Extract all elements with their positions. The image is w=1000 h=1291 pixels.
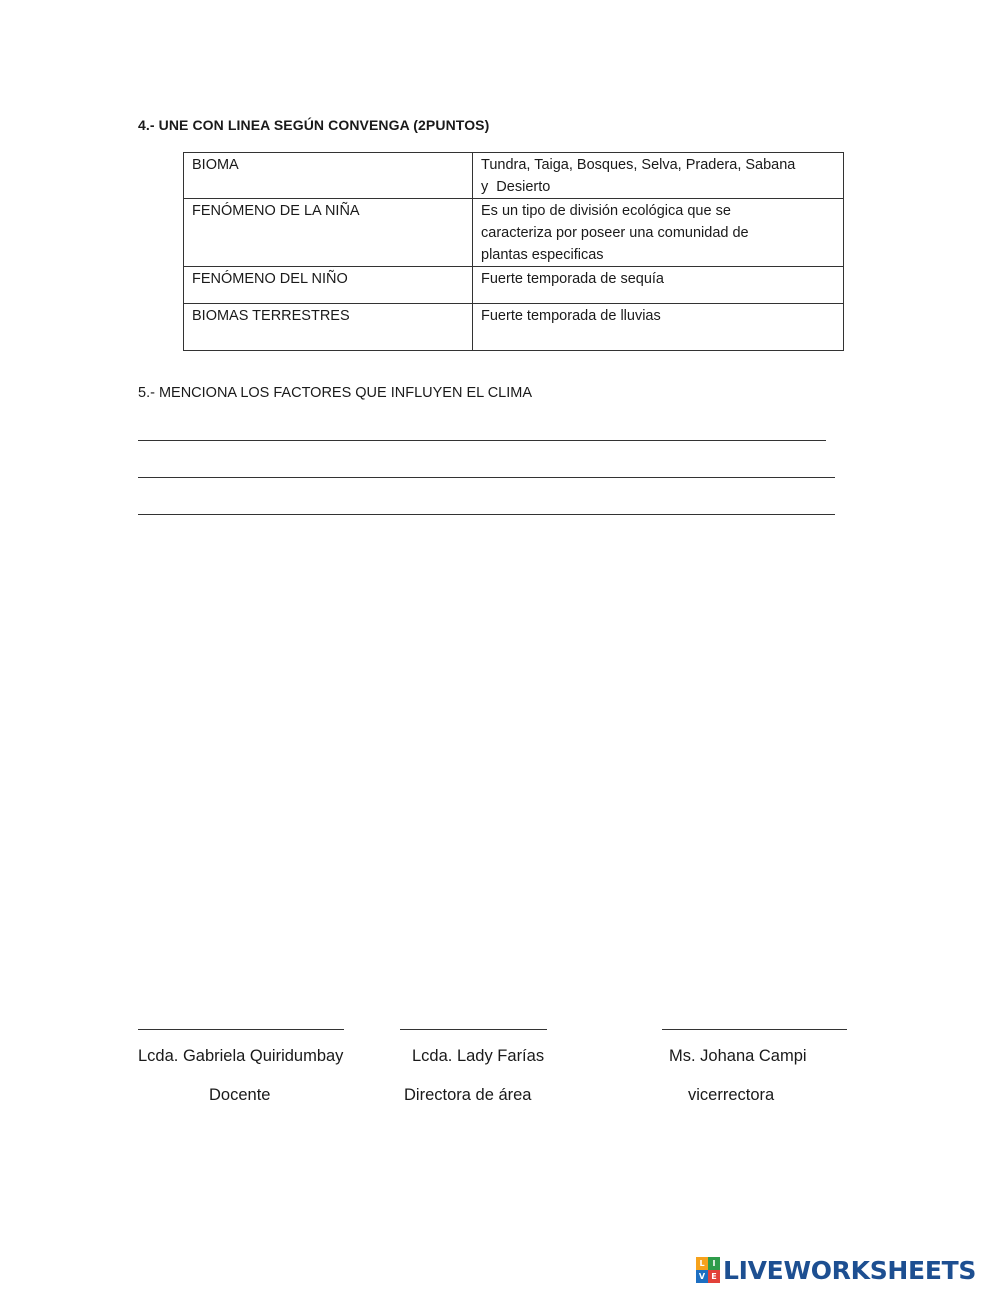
liveworksheets-logo (696, 1254, 976, 1286)
logo-text: LIVEWORKSHEETS (723, 1255, 977, 1285)
signature-line (400, 1029, 547, 1030)
logo-letter: E (708, 1270, 720, 1283)
table-row (184, 199, 844, 267)
signatory-role: vicerrectora (688, 1086, 775, 1104)
signature-line (662, 1029, 847, 1030)
question-5-title: 5.- MENCIONA LOS FACTORES QUE INFLUYEN EL CLIMA (138, 385, 533, 401)
liveworksheets-logo-icon (696, 1257, 720, 1283)
definition-line: Fuerte temporada de sequía (481, 271, 664, 287)
question-4-title: 4.- UNE CON LINEA SEGÚN CONVENGA (2PUNTOS) (138, 117, 490, 133)
definition-line: Es un tipo de división ecológica que se (481, 203, 731, 219)
definition-line: caracteriza por poseer una comunidad de (481, 225, 749, 241)
term-cell (184, 199, 473, 267)
signature-line (138, 1029, 344, 1030)
term-cell (184, 153, 473, 199)
table-row (184, 153, 844, 199)
definition-cell (473, 267, 844, 304)
definition-cell (473, 199, 844, 267)
signatory-name: Lcda. Lady Farías (412, 1047, 545, 1065)
term-cell (184, 267, 473, 304)
definition-line: Fuerte temporada de lluvias (481, 308, 661, 324)
matching-table (183, 152, 844, 351)
definition-line: Tundra, Taiga, Bosques, Selva, Pradera, Sabana (481, 157, 796, 173)
answer-line[interactable] (138, 477, 835, 478)
logo-letter: L (696, 1257, 708, 1270)
term-text: FENÓMENO DEL NIÑO (192, 271, 348, 287)
term-text: BIOMA (192, 157, 239, 173)
table-row (184, 267, 844, 304)
answer-line[interactable] (138, 440, 826, 441)
signatory-name: Ms. Johana Campi (669, 1047, 807, 1065)
signatory-role: Docente (209, 1086, 271, 1104)
answer-line[interactable] (138, 514, 835, 515)
term-cell (184, 304, 473, 351)
logo-letter: I (708, 1257, 720, 1270)
definition-cell (473, 304, 844, 351)
signatory-role: Directora de área (404, 1086, 532, 1104)
definition-line: y Desierto (481, 179, 551, 195)
term-text: FENÓMENO DE LA NIÑA (192, 203, 360, 219)
definition-cell (473, 153, 844, 199)
logo-letter: V (696, 1270, 708, 1283)
signatory-name: Lcda. Gabriela Quiridumbay (138, 1047, 344, 1065)
table-row (184, 304, 844, 351)
definition-line: plantas especificas (481, 247, 604, 263)
term-text: BIOMAS TERRESTRES (192, 308, 350, 324)
